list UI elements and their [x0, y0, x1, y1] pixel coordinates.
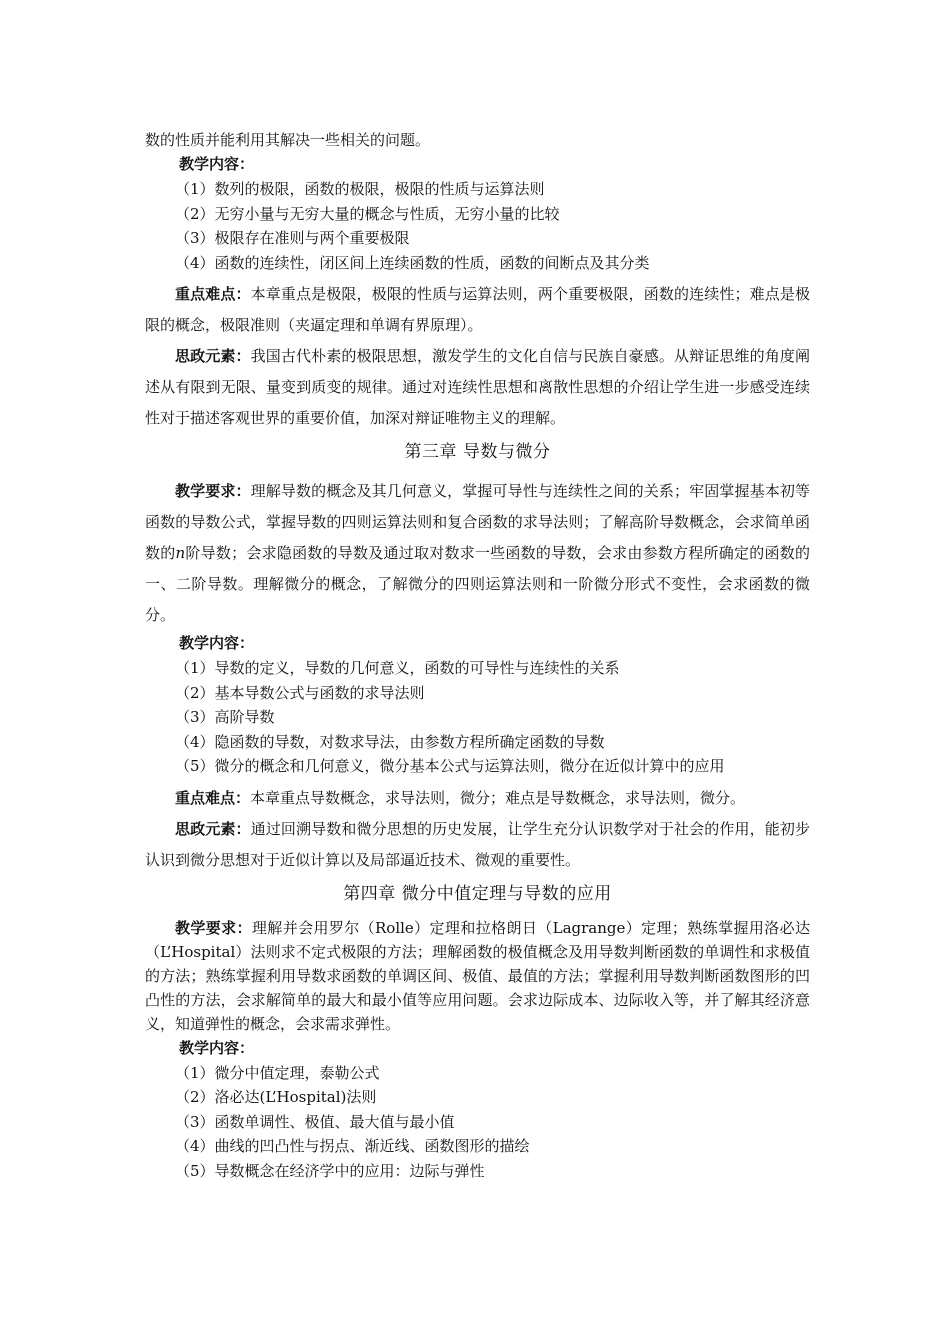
ch4-content-item-1: （1）微分中值定理，泰勒公式 — [175, 1063, 380, 1082]
ch3-req-label: 教学要求： — [175, 482, 251, 500]
ch2-content-item-3: （3）极限存在准则与两个重要极限 — [175, 229, 410, 247]
ch4-content-item-2: （2）洛必达(L’Hospital)法则 — [175, 1088, 377, 1106]
ch3-requirements — [145, 476, 810, 631]
ch2-key-points — [145, 279, 810, 341]
ch2-key-label: 重点难点： — [175, 285, 251, 303]
ch3-content-item-4: （4）隐函数的导数，对数求导法，由参数方程所确定函数的导数 — [175, 732, 605, 751]
ch3-key-label: 重点难点： — [175, 788, 251, 807]
document-page — [145, 128, 810, 1183]
ch2-content-item-4: （4）函数的连续性，闭区间上连续函数的性质，函数的间断点及其分类 — [175, 253, 650, 272]
ch2-content-item-2: （2）无穷小量与无穷大量的概念与性质，无穷小量的比较 — [175, 204, 560, 223]
ch3-req-text-b: 阶导数；会求隐函数的导数及通过取对数求一些函数的导数，会求由参数方程所确定的函数的一、二阶导数。理解微分的概念，了解微分的四则运算法则和一阶微分形式不变性，会求函数的微分。 — [145, 544, 810, 624]
ch4-content-item-4: （4）曲线的凹凸性与拐点、渐近线、函数图形的描绘 — [175, 1137, 530, 1155]
ch2-content-label: 教学内容： — [179, 155, 255, 173]
ch2-requirement-tail: 数的性质并能利用其解决一些相关的问题。 — [145, 131, 431, 149]
ch4-content-label: 教学内容： — [179, 1038, 255, 1057]
ch3-content-item-5: （5）微分的概念和几何意义，微分基本公式与运算法则，微分在近似计算中的应用 — [175, 757, 725, 775]
ch2-ideo-label: 思政元素： — [175, 347, 251, 365]
ch4-title: 第四章 微分中值定理与导数的应用 — [343, 883, 612, 904]
ch4-req-label: 教学要求： — [175, 918, 252, 937]
ch4-req-text: 理解并会用罗尔（Rolle）定理和拉格朗日（Lagrange）定理；熟练掌握用洛必达（L’Hospital）法则求不定式极限的方法；理解函数的极值概念及用导数判断函数的单调性和求极值的方法；熟练掌握利用导数求函数的单调区间、极值、最值的方法；掌握利用导数判断函数图形的凹凸性的方法，会求解简单的最大和最小值等应用问题。会求边际成本、边际收入等，并了解其经济意义，知道弹性的概念，会求需求弹性。 — [145, 918, 810, 1033]
ch3-content-item-1: （1）导数的定义，导数的几何意义，函数的可导性与连续性的关系 — [175, 659, 620, 677]
ch4-requirements — [145, 916, 810, 1036]
ch3-req-n: n — [175, 544, 186, 562]
ch3-key-points — [145, 783, 810, 814]
ch4-content-item-5: （5）导数概念在经济学中的应用：边际与弹性 — [175, 1161, 485, 1180]
ch2-ideological — [145, 341, 810, 434]
ch3-ideo-label: 思政元素： — [175, 819, 251, 838]
ch3-title: 第三章 导数与微分 — [404, 442, 551, 462]
ch3-key-text: 本章重点导数概念，求导法则，微分；难点是导数概念，求导法则，微分。 — [250, 788, 746, 807]
ch3-content-label: 教学内容： — [179, 634, 255, 652]
ch2-ideo-text: 我国古代朴素的极限思想，激发学生的文化自信与民族自豪感。从辩证思维的角度阐述从有限到无限、量变到质变的规律。通过对连续性思想和离散性思想的介绍让学生进一步感受连续性对于描述客观世界的重要价值，加深对辩证唯物主义的理解。 — [145, 347, 810, 427]
ch3-content-item-3: （3）高阶导数 — [175, 708, 275, 726]
ch4-content-item-3: （3）函数单调性、极值、最大值与最小值 — [175, 1112, 455, 1131]
ch3-ideo-text: 通过回溯导数和微分思想的历史发展，让学生充分认识数学对于社会的作用，能初步认识到微分思想对于近似计算以及局部逼近技术、微观的重要性。 — [145, 819, 810, 869]
ch3-content-item-2: （2）基本导数公式与函数的求导法则 — [175, 683, 425, 702]
ch3-ideological — [145, 814, 810, 876]
ch2-key-text: 本章重点是极限，极限的性质与运算法则，两个重要极限，函数的连续性；难点是极限的概念，极限准则（夹逼定理和单调有界原理）。 — [145, 285, 810, 334]
ch2-content-item-1: （1）数列的极限，函数的极限，极限的性质与运算法则 — [175, 180, 545, 198]
ch3-req-text-a: 理解导数的概念及其几何意义，掌握可导性与连续性之间的关系；牢固掌握基本初等函数的导数公式，掌握导数的四则运算法则和复合函数的求导法则；了解高阶导数概念，会求简单函数的 — [145, 482, 810, 562]
